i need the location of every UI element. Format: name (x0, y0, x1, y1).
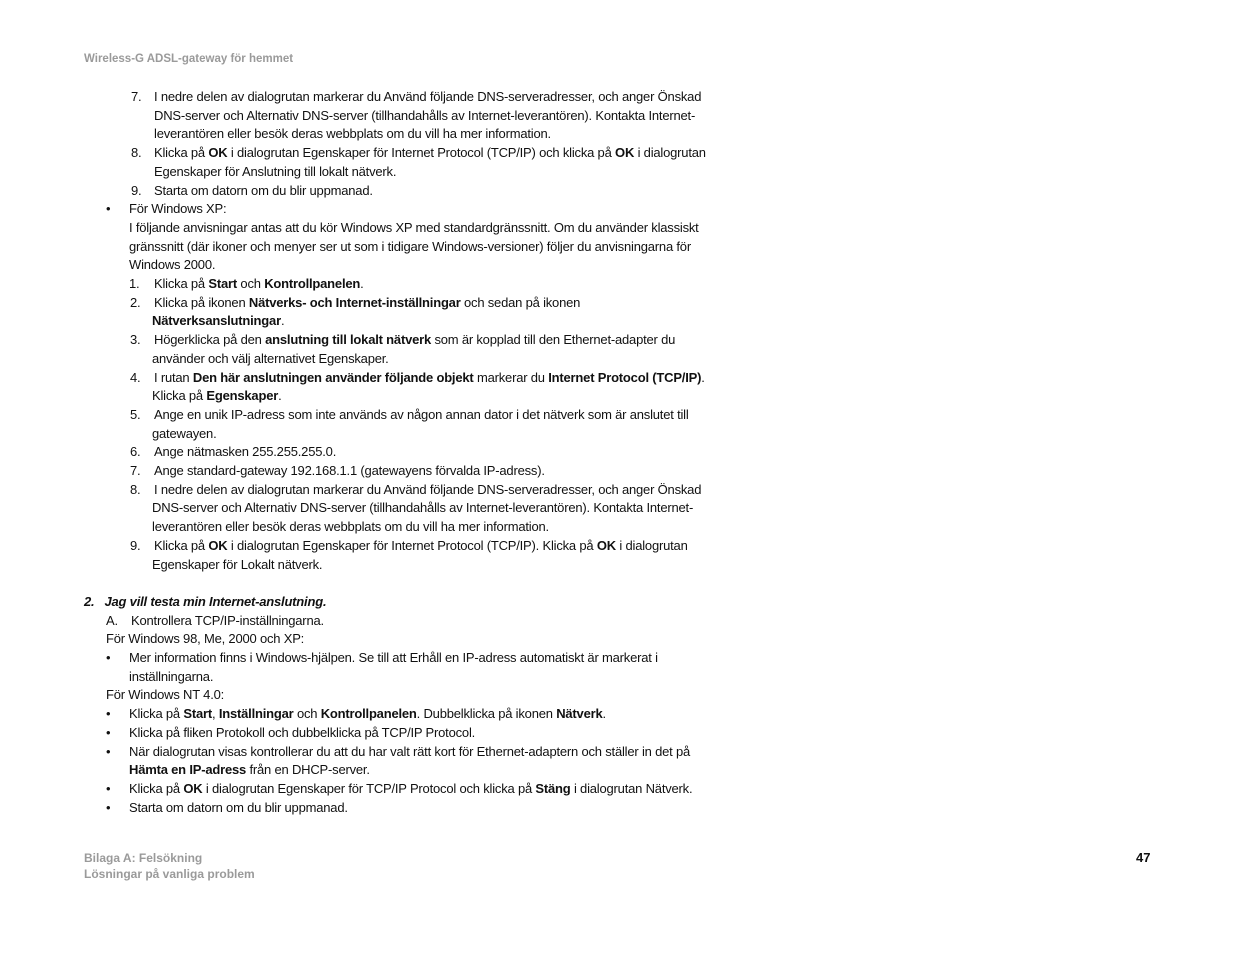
bullet-text: , (212, 706, 219, 722)
bullet-text: i dialogrutan Egenskaper för TCP/IP Protocol och klicka på (202, 781, 536, 796)
sub-item-line (84, 612, 764, 631)
bold-term: Kontrollpanelen (264, 276, 361, 292)
step-text: som är kopplad till den Ethernet-adapter du (431, 332, 676, 348)
os-title-line (84, 630, 764, 649)
bullet-text: När dialogrutan visas kontrollerar du att du har valt rätt kort för Ethernet-adaptern och ställer in det på (129, 743, 691, 759)
bullet-text: Klicka på (129, 781, 184, 796)
bullet-icon: • (106, 706, 111, 722)
step-number: 5. (130, 406, 141, 422)
bold-term: anslutning till lokalt nätverk (265, 332, 432, 348)
bullet-line (84, 649, 764, 668)
step-text: i dialogrutan (615, 537, 688, 553)
page-number: 47 (1136, 850, 1151, 865)
step-text: och (237, 276, 265, 292)
step-line (84, 406, 764, 425)
step-text: Ange standard-gateway 192.168.1.1 (gatewayens förvalda IP-adress). (154, 463, 545, 479)
bold-term: Internet Protocol (TCP/IP) (548, 369, 702, 385)
step-line (84, 312, 764, 331)
bullet-line (84, 724, 764, 743)
bullet-text: Starta om datorn om du blir uppmanad. (129, 799, 348, 815)
step-number: 8. (131, 145, 142, 161)
bullet-icon: • (106, 743, 111, 759)
step-line (84, 481, 764, 500)
step-line (84, 556, 764, 575)
step-text: Klicka på (154, 145, 209, 161)
step-number: 6. (130, 444, 141, 460)
bullet-line (84, 200, 764, 219)
bold-term: Stäng (535, 781, 571, 796)
step-text: Klicka på (154, 276, 209, 292)
step-text: leverantören eller besök deras webbplats om du vill ha mer information. (154, 126, 551, 142)
step-number: 7. (130, 463, 141, 479)
page-content (84, 88, 764, 817)
footer-line-2: Lösningar på vanliga problem (84, 867, 255, 881)
step-text: Klicka på (154, 537, 209, 553)
step-number: 9. (130, 537, 141, 553)
step-line (84, 518, 764, 537)
bullet-line (84, 799, 764, 818)
bullet-text: Klicka på (129, 706, 184, 722)
bold-term: Nätverk (556, 706, 603, 722)
step-text: DNS-server och Alternativ DNS-server (tillhandahålls av Internet-leverantören). Kontakta Internet- (152, 500, 694, 516)
bullet-text: och (293, 706, 321, 722)
page-header: Wireless-G ADSL-gateway för hemmet (84, 53, 294, 65)
bold-term: Egenskaper (206, 388, 279, 404)
bold-term: Start (183, 706, 212, 722)
intro-text: I följande anvisningar antas att du kör Windows XP med standardgränssnitt. Om du använder klassiskt (129, 219, 699, 235)
bold-term: Inställningar (218, 706, 294, 722)
bold-term: Nätverksanslutningar (152, 313, 281, 329)
bullet-icon: • (106, 724, 111, 740)
os-title-line (84, 686, 764, 705)
bullet-line (84, 780, 764, 799)
bullet-icon: • (106, 799, 111, 815)
bullet-text: Klicka på fliken Protokoll och dubbelklicka på TCP/IP Protocol. (129, 724, 476, 740)
bullet-line (84, 761, 764, 780)
step-text: I nedre delen av dialogrutan markerar du Använd följande DNS-serveradresser, och anger Önskad (154, 89, 702, 104)
bold-term: OK (183, 781, 203, 796)
step-line (84, 331, 764, 350)
step-text: i dialogrutan Egenskaper för Internet Protocol (TCP/IP) och klicka på (227, 145, 616, 161)
bold-term: Start (208, 276, 237, 292)
ok-label: OK (208, 537, 228, 553)
page-footer (84, 850, 255, 882)
bullet-icon: • (106, 650, 111, 666)
bullet-text: . Dubbelklicka på ikonen (416, 706, 557, 722)
step-line (84, 350, 764, 369)
step-line (84, 369, 764, 388)
bullet-text: . (602, 706, 606, 722)
bold-term: Den här anslutningen använder följande objekt (192, 369, 474, 385)
os-title: För Windows 98, Me, 2000 och XP: (106, 631, 305, 647)
step-number: 7. (131, 89, 142, 104)
step-text: . (280, 313, 285, 329)
intro-text: Windows 2000. (129, 257, 216, 273)
sub-item-text: Kontrollera TCP/IP-inställningarna. (131, 612, 324, 628)
bullet-icon: • (106, 781, 111, 796)
step-line (84, 182, 764, 201)
os-title: För Windows NT 4.0: (106, 687, 225, 703)
step-text: I rutan (154, 369, 193, 385)
bullet-line (84, 705, 764, 724)
step-number: 3. (130, 332, 141, 348)
intro-text: gränssnitt (där ikoner och menyer ser ut som i tidigare Windows-versioner) följer du anvisningarna för (129, 238, 691, 254)
step-line (84, 537, 764, 556)
step-number: 9. (131, 182, 142, 198)
step-text: Egenskaper för Lokalt nätverk. (152, 556, 323, 572)
step-text: gatewayen. (152, 425, 217, 441)
sub-item-label: A. (106, 612, 118, 628)
ok-label: OK (208, 145, 228, 161)
step-line (84, 499, 764, 518)
step-number: 1. (129, 276, 140, 292)
step-number: 4. (130, 369, 141, 385)
bullet-text: i dialogrutan Nätverk. (570, 781, 693, 796)
step-text: . (278, 388, 282, 404)
step-number: 2. (130, 294, 141, 310)
bullet-text: Mer information finns i Windows-hjälpen. Se till att Erhåll en IP-adress automatiskt är markerat i (129, 650, 658, 666)
step-text: . (360, 276, 364, 292)
intro-line (84, 219, 764, 238)
step-line (84, 443, 764, 462)
ok-label: OK (596, 537, 616, 553)
footer-line-1: Bilaga A: Felsökning (84, 851, 203, 865)
bold-term: Kontrollpanelen (320, 706, 417, 722)
step-line (84, 462, 764, 481)
question-heading (84, 593, 764, 612)
step-text: leverantören eller besök deras webbplats om du vill ha mer information. (152, 519, 549, 535)
step-text: markerar du (473, 369, 549, 385)
bullet-line (84, 668, 764, 687)
step-text: Ange nätmasken 255.255.255.0. (154, 444, 337, 460)
step-text: använder och välj alternativet Egenskaper. (152, 350, 389, 366)
step-line (84, 275, 764, 294)
step-line (84, 425, 764, 444)
step-text: Klicka på (152, 388, 207, 404)
intro-line (84, 256, 764, 275)
question-number: 2. (84, 593, 95, 609)
bold-term: Hämta en IP-adress (129, 762, 247, 778)
step-text: i dialogrutan Egenskaper för Internet Protocol (TCP/IP). Klicka på (227, 537, 597, 553)
step-line (84, 125, 764, 144)
step-text: Högerklicka på den (154, 332, 266, 348)
step-line (84, 107, 764, 126)
question-title: Jag vill testa min Internet-anslutning. (104, 593, 327, 609)
step-text: Klicka på ikonen (154, 294, 249, 310)
step-text: Egenskaper för Anslutning till lokalt nätverk. (154, 163, 397, 179)
step-text: DNS-server och Alternativ DNS-server (tillhandahålls av Internet-leverantören). Kontakta Internet- (154, 107, 696, 123)
bullet-icon: • (106, 201, 111, 217)
step-text: . (701, 369, 705, 385)
step-line (84, 88, 764, 107)
step-line (84, 294, 764, 313)
section-title: För Windows XP: (129, 201, 227, 217)
step-text: Starta om datorn om du blir uppmanad. (154, 182, 373, 198)
bullet-text: från en DHCP-server. (246, 762, 370, 778)
step-text: I nedre delen av dialogrutan markerar du Använd följande DNS-serveradresser, och anger Önskad (154, 481, 702, 497)
step-text: Ange en unik IP-adress som inte används av någon annan dator i det nätverk som är anslutet till (154, 406, 689, 422)
step-line (84, 163, 764, 182)
step-number: 8. (130, 481, 141, 497)
step-text: och sedan på ikonen (460, 294, 581, 310)
ok-label: OK (615, 145, 635, 161)
step-text: i dialogrutan (634, 145, 706, 161)
intro-line (84, 238, 764, 257)
bold-term: Nätverks- och Internet-inställningar (248, 294, 461, 310)
bullet-text: inställningarna. (129, 668, 214, 684)
step-line (84, 387, 764, 406)
step-line (84, 144, 764, 163)
bullet-line (84, 743, 764, 762)
spacer (84, 574, 764, 593)
